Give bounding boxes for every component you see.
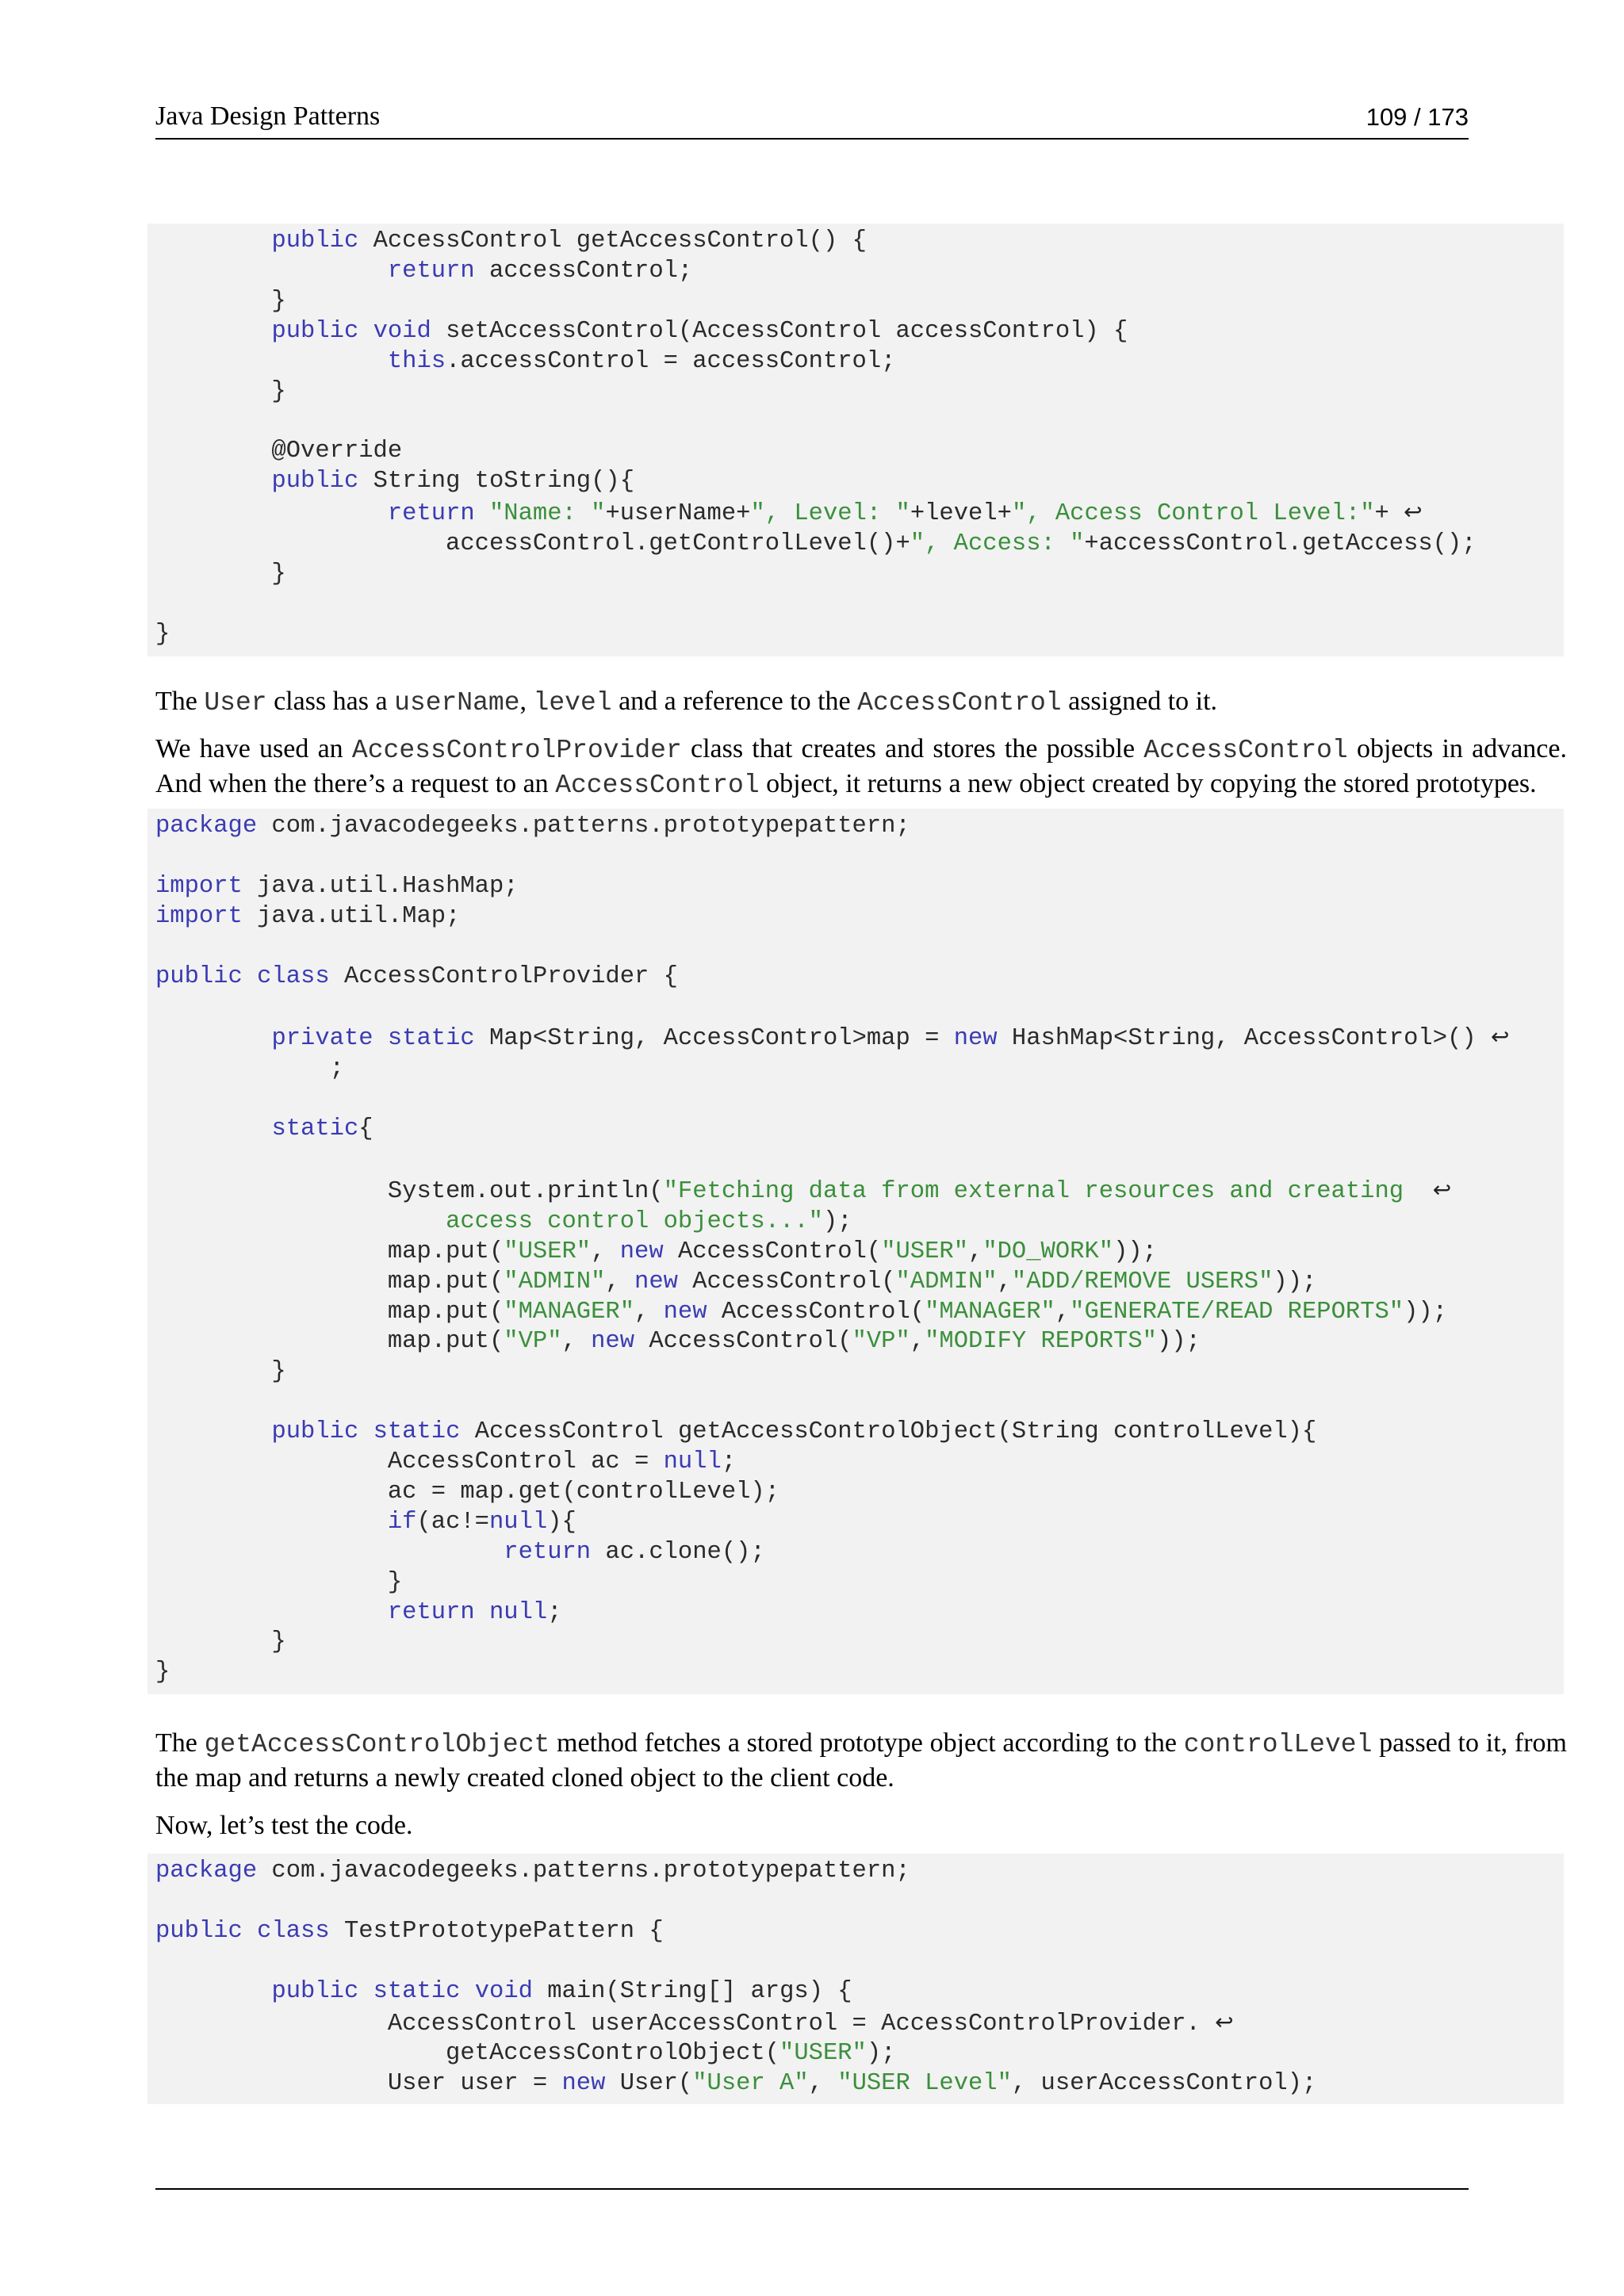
paragraph-user-class: The User class has a userName, level and a reference to the AccessControl assigned to it. xyxy=(155,687,1218,718)
page-number: 109 / 173 xyxy=(1365,103,1469,131)
page-header xyxy=(155,97,1469,140)
book-title: Java Design Patterns xyxy=(155,101,381,131)
code-block-user-class: public AccessControl getAccessControl() { return accessControl; } public void setAccessControl(AccessControl accessControl) { this.accessControl = accessControl; } @Override public String toString(){ return "Name: "+userName+", Level: "+level+", Access Control Level:"+ ↩ accessControl.getControlLevel()+", Access: "+accessControl.getAccess(); } } xyxy=(147,224,1564,656)
footer-rule xyxy=(155,2188,1469,2190)
code-block-access-control-provider: package com.javacodegeeks.patterns.prototypepattern; import java.util.HashMap; import java.util.Map; public class AccessControlProvider { private static Map<String, AccessControl>map = new HashMap<String, AccessControl>() ↩ ; static{ System.out.println("Fetching data from external resources and creating ↩ access control objects..."); map.put("USER", new AccessControl("USER","DO_WORK")); map.put("ADMIN", new AccessControl("ADMIN","ADD/REMOVE USERS")); map.put("MANAGER", new AccessControl("MANAGER","GENERATE/READ REPORTS")); map.put("VP", new AccessControl("VP","MODIFY REPORTS")); } public static AccessControl getAccessControlObject(String controlLevel){ AccessControl ac = null; ac = map.get(controlLevel); if(ac!=null){ return ac.clone(); } return null; } } xyxy=(147,809,1564,1694)
paragraph-get-access-control-object: The getAccessControlObject method fetches a stored prototype object according to the controlLevel passed to it, from the map and returns a newly created cloned object to the client code. xyxy=(155,1728,1568,1793)
code-block-test-prototype-pattern: package com.javacodegeeks.patterns.prototypepattern; public class TestPrototypePattern { public static void main(String[] args) { AccessControl userAccessControl = AccessControlProvider. ↩ getAccessControlObject("USER"); User user = new User("User A", "USER Level", userAccessControl); xyxy=(147,1854,1564,2104)
paragraph-provider-description: We have used an AccessControlProvider class that creates and stores the possible AccessControl objects in advance. And when the there’s a request to an AccessControl object, it returns a new object created by copying the stored prototypes. xyxy=(155,734,1567,800)
paragraph-test-intro: Now, let’s test the code. xyxy=(155,1811,413,1840)
